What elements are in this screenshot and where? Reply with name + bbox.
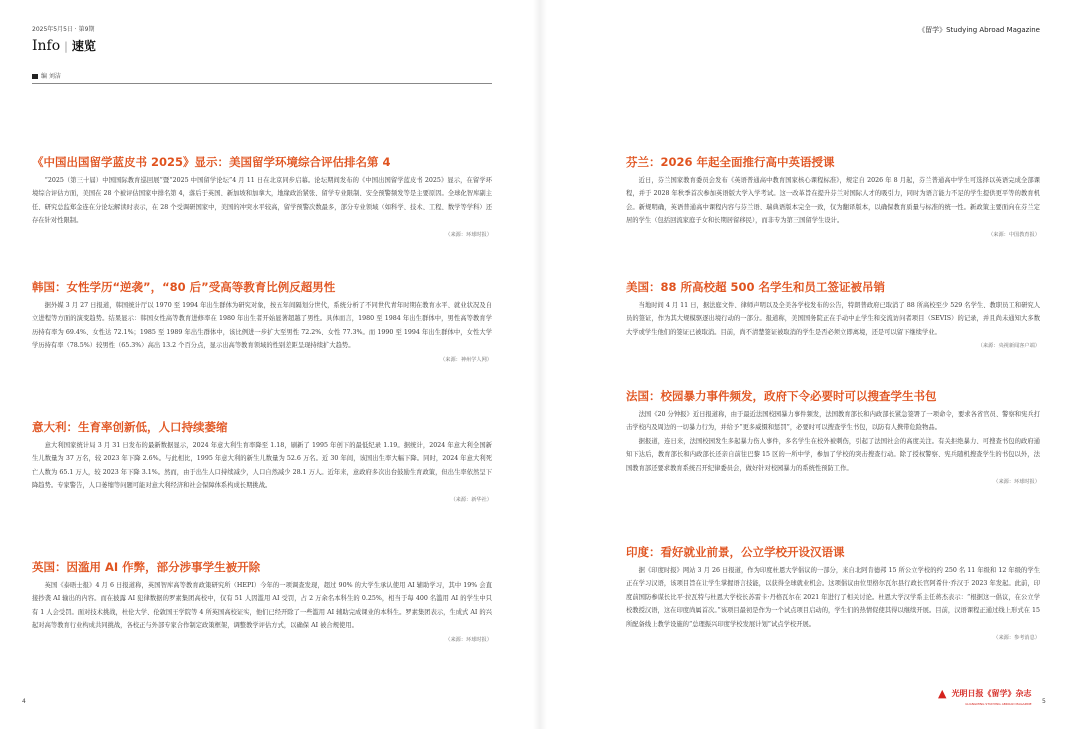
article-body: 意大利国家统计局 3 月 31 日发布的最新数据显示，2024 年意大利生育率降至 1.18，刷新了 1995 年创下的最低纪录 1.19。据统计，2024 年意大利全国新生儿数量为 37 万名，较 2023 年下降 2.6%。与此相比，1995 年意大利的新生儿数量为 52.6 万名。近 30 年间，该国出生率大幅下降。同时，2024 年意大利死亡人数为 65.1 万人，较 2023 年下降 3.1%。然而，由于出生人口持续减少，人口自然减少 28.1 万人。近年来，意政府多次出台鼓励生育政策，但出生率依然呈下降趋势。专家警告，人口萎缩等问题可能对意大利经济和社会保障体系构成长期挑战。 (32, 442, 492, 490)
article-title: 法国：校园暴力事件频发，政府下令必要时可以搜查学生书包 (626, 389, 937, 403)
article-body: 法国《20 分钟报》近日报道称，由于最近法国校园暴力事件频发，法国教育部长和内政部长紧急签署了一项命令，要求各省官员、警察和宪兵打击学校内及周边的一切暴力行为，并给予“更多威慑和惩罚”，必要时可以搜查学生书包，以防有人携带危险物品。 (626, 411, 1040, 432)
logo-mark-icon: ▲ (938, 687, 947, 700)
article-body: 近日，芬兰国家教育委员会发布《英语普通高中教育国家核心课程标准》，规定自 2026 年 8 月起，芬兰普通高中学生可选择以英语完成全部课程，并于 2028 年秋季首次参加英语版大学入学考试。这一改革旨在提升芬兰对国际人才的吸引力，同时为语言能力不足的学生提供更平等的教育机会。新规明确，英语普通高中课程内容与芬兰语、瑞典语版本完全一致，仅为翻译版本，以确保教育质量与标准的统一性。新政策主要面向在芬兰定居的学生（包括回流家庭子女和长期居留移民），而非专为第三国留学生设计。 (626, 177, 1040, 225)
article-title: 芬兰：2026 年起全面推行高中英语授课 (626, 155, 835, 169)
article-title: 意大利：生育率创新低，人口持续萎缩 (32, 420, 228, 434)
article-china-bluebook (32, 155, 492, 238)
editor-line (32, 71, 492, 84)
article-source: （来源：环球时报） (445, 636, 492, 643)
page-number-right: 5 (1042, 698, 1046, 705)
article-source: （来源：中国教育报） (988, 231, 1040, 238)
article-source: （来源：参考消息） (993, 635, 1040, 642)
article-us-visas (626, 280, 1040, 349)
section-separator: | (64, 40, 68, 53)
section-title-cn: 速览 (71, 39, 96, 53)
section-title-en: Info (32, 38, 61, 54)
article-body: “2025（第三十届）中国国际教育巡回展”暨“2025 中国留学论坛”4 月 11 日在北京同步启幕。论坛期间发布的《中国出国留学蓝皮书 2025》显示，在留学环境综合评估方面，美国在 28 个被评估国家中排名第 4，落后于英国、新加坡和加拿大，地缘政治紧张、留学专业限制、安全预警频发等是主要原因。全球化智库副主任、研究总监郑金连在分论坛解读时表示，在 28 个受调研国家中，美国的冲突水平较高，留学预警次数最多，部分专业领域（如科学、技术、工程、数学等学科）还存在针对性限制。 (32, 177, 492, 225)
magazine-name: 《留学》Studying Abroad Magazine (918, 26, 1040, 34)
article-source: （来源：神州学人网） (440, 356, 492, 363)
magazine-logo (938, 683, 1032, 706)
article-india-chinese-classes (626, 545, 1040, 641)
article-italy-birthrate (32, 420, 492, 503)
right-page (540, 0, 1080, 729)
article-body: 英国《泰晤士报》4 月 6 日报道称，英国智库高等教育政策研究所（HEPI）今年的一项调查发现，超过 90% 的大学生承认使用 AI 辅助学习，其中 19% 会直接抄袭 AI 输出的内容。而在披露 AI 犯律数据的罗素集团高校中，仅有 51 人因滥用 AI 受罚，占 2 万余名本科生的 0.25%，相当于每 400 名滥用 AI 的学生中只有 1 人会受罚。面对技术挑战，杜伦大学、伦敦国王学院等 4 所英国高校证实，他们已经开除了一些滥用 AI 辅助完成课业的本科生。罗素集团表示，生成式 AI 的兴起对高等教育行业构成共同挑战，各校正与外部专家合作制定政策框架，调整教学评估方式，以确保 AI 被合规使用。 (32, 582, 492, 630)
article-france-school-violence (626, 389, 1040, 485)
article-body: 当地时间 4 月 11 日，据法庭文件、律师声明以及全美各学校发布的公告，特朗普政府已取消了 88 所高校至少 529 名学生、教职员工和研究人员的签证，作为其大规模驱逐出境行动的一部分。报道称，美国国务院正在手动中止学生和交流访问者项目（SEVIS）的记录，并且尚未通知大多数大学或学生他们的签证已被取消。目前，尚不清楚签证被取消的学生是否必须立即离境，还是可以留下继续学业。 (626, 302, 1040, 336)
page-gutter (533, 0, 547, 729)
article-uk-ai-cheating (32, 560, 492, 643)
article-korea-education (32, 280, 492, 363)
article-finland-english (626, 155, 1040, 238)
logo-text: 光明日报《留学》杂志 (951, 689, 1032, 698)
article-source: （来源：环球时报） (993, 479, 1040, 486)
article-title: 《中国出国留学蓝皮书 2025》显示：美国留学环境综合评估排名第 4 (32, 155, 391, 169)
article-source: （来源：央视新闻客户端） (977, 343, 1040, 350)
editor-name: 编 刘洁 (41, 73, 61, 80)
editor-marker (32, 74, 38, 79)
page-number-left: 4 (22, 698, 26, 705)
article-body: 据外媒 3 月 27 日报道，韩国统计厅以 1970 至 1994 年出生群体为研究对象，按五年间隔划分世代，系统分析了不同世代青年时期在教育水平、就业状况及自立进程等方面的演变趋势。结果显示：韩国女性高等教育进修率在 1980 年出生者开始显著超越了男性。具体而言，1980 至 1984 年出生群体中，男性高等教育学历持有率为 69.4%、女性达 72.1%；1985 至 1989 年出生群体中，该比例进一步扩大至男性 72.2%、女性 77.3%。而 1990 至 1994 年出生群体中，女性大学学历持有率（78.5%）较男性（65.3%）高出 13.2 个百分点，显示出高等教育领域的性别差距呈现持续扩大趋势。 (32, 302, 492, 350)
article-body: 据报道，连日来，法国校园发生多起暴力伤人事件，多名学生在校外被刺伤，引起了法国社会的高度关注。有关拒绝暴力、可搜查书包的政府通知下达后，教育部长和内政部长还亲自前往巴黎 15 区的一所中学，参加了学校的突击搜查行动。除了授权警察、宪兵随机搜查学生的书包以外，法国教育部还要求教育系统召开纪律委员会，做好针对校园暴力的系统性预防工作。 (626, 437, 1040, 472)
article-title: 韩国：女性学历“逆袭”，“80 后”受高等教育比例反超男性 (32, 280, 336, 294)
article-source: （来源：新华社） (450, 496, 492, 503)
logo-subtitle: GUANGMING STUDYING ABROAD MAGAZINE (965, 702, 1032, 706)
article-title: 英国：因滥用 AI 作弊，部分涉事学生被开除 (32, 560, 261, 574)
article-body: 据《印度时报》网站 3 月 26 日报道，作为印度杜恩大学倡议的一部分，来自北阿肯德邦 15 所公立学校的约 250 名 11 年级和 12 年级的学生正在学习汉语，该项目旨在让学生掌握语言技能，以获得全球就业机会。这项倡议由位里格尔瓦尔县行政长官阿希什·乔汉于 2023 年发起。此前，印度前国防参谋长比平·拉瓦特与杜恩大学校长苏雷卡·丹格瓦尔在 2021 年进行了相关讨论。杜恩大学汉学系主任蒋杰表示：“根据这一倡议，在公立学校教授汉语，这在印度尚属首次。”该项目最初是作为一个试点项目启动的，学生们的热情促使其得以继续开展。目前，汉语课程正通过线上形式在 15 所配备线上教学设施的“总理振兴印度学校发展计划”试点学校开展。 (626, 567, 1040, 628)
article-title: 印度：看好就业前景，公立学校开设汉语课 (626, 545, 845, 559)
section-title (32, 37, 96, 54)
article-title: 美国：88 所高校超 500 名学生和员工签证被吊销 (626, 280, 886, 294)
issue-date: 2025年5月5日 · 第9期 (32, 26, 95, 33)
article-source: （来源：环球时报） (445, 231, 492, 238)
